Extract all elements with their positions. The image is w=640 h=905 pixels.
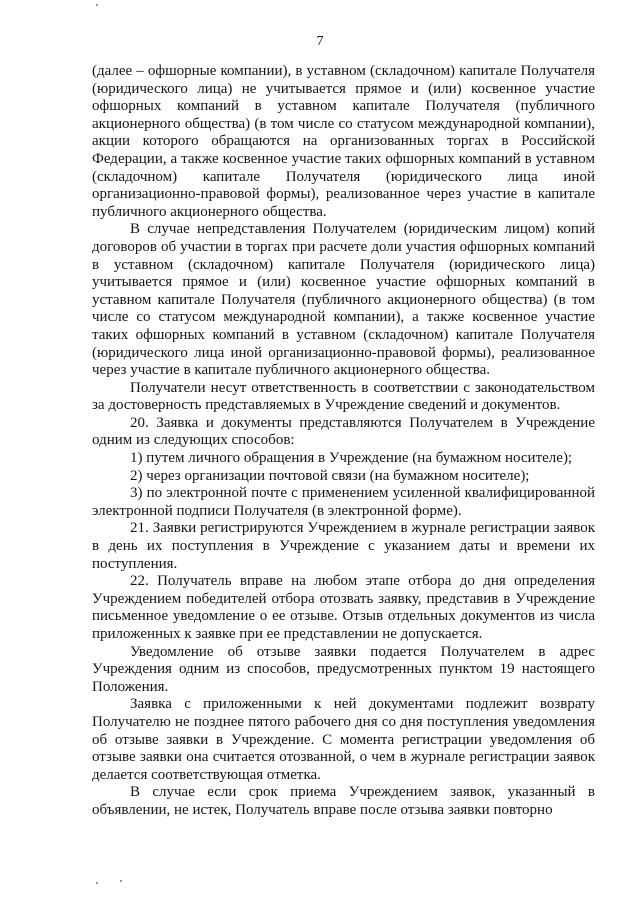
scan-speck — [120, 880, 122, 882]
paragraph-responsibility: Получатели несут ответственность в соответствии с законодательством за достоверность представляемых в Учреждение сведений и документов. — [92, 379, 595, 414]
list-item-3: 3) по электронной почте с применением усиленной квалифицированной электронной подписи Получателя (в электронной форме). — [92, 485, 595, 519]
document-body — [92, 63, 595, 820]
paragraph-item-22: 22. Получатель вправе на любом этапе отбора до дня определения Учреждением победителей отбора отозвать заявку, представив в Учреждение письменное уведомление о ее отзыве. Отзыв отдельных документов из числа приложенных к заявке при ее представлении не допускается. — [92, 573, 595, 642]
paragraph-offshore-continuation: (далее – офшорные компании), в уставном (складочном) капитале Получателя (юридического лица) не учитывается прямое и (или) косвенное участие офшорных компаний в уставном капитале Получателя (публичного акционерного общества) (в том числе со статусом международной компании), акции которого обращаются на организованных торгах в Российской Федерации, а также косвенное участие таких офшорных компаний в уставном (складочном) капитале Получателя (юридического лица иной организационно-правовой формы), реализованное через участие в капитале публичного акционерного общества. — [92, 63, 595, 220]
paragraph-item-20: 20. Заявка и документы представляются Получателем в Учреждение одним из следующих способов: — [92, 414, 595, 449]
paragraph-item-21: 21. Заявки регистрируются Учреждением в журнале регистрации заявок в день их поступления в Учреждение с указанием даты и времени их поступления. — [92, 520, 595, 572]
scan-speck — [96, 4, 98, 6]
paragraph-withdrawal-notice: Уведомление об отзыве заявки подается Получателем в адрес Учреждения одним из способов, предусмотренных пунктом 19 настоящего Положения. — [92, 643, 595, 695]
list-item-2: 2) через организации почтовой связи (на бумажном носителе); — [130, 467, 530, 484]
paragraph-application-return: Заявка с приложенными к ней документами подлежит возврату Получателю не позднее пятого рабочего дня со дня поступления уведомления об отзыве заявки в Учреждение. С момента регистрации уведомления об отзыве заявки она считается отозванной, о чем в журнале регистрации заявок делается соответствующая отметка. — [92, 696, 595, 783]
scan-speck — [96, 882, 98, 884]
list-item-1: 1) путем личного обращения в Учреждение (на бумажном носителе); — [130, 450, 573, 467]
paragraph-non-submission: В случае непредставления Получателем (юридическим лицом) копий договоров об участии в торгах при расчете доли участия офшорных компаний в уставном (складочном) капитале Получателя (юридического лица) учитывается прямое и (или) косвенное участие офшорных компаний в уставном капитале Получателя (публичного акционерного общества) (в том числе со статусом международной компании), а также косвенное участие таких офшорных компаний в уставном (складочном) капитале Получателя (юридического лица иной организационно-правовой формы), реализованное через участие в капитале публичного акционерного общества. — [92, 221, 595, 379]
page-number: 7 — [316, 34, 324, 49]
paragraph-resubmission: В случае если срок приема Учреждением заявок, указанный в объявлении, не истек, Получатель вправе после отзыва заявки повторно — [92, 784, 595, 818]
